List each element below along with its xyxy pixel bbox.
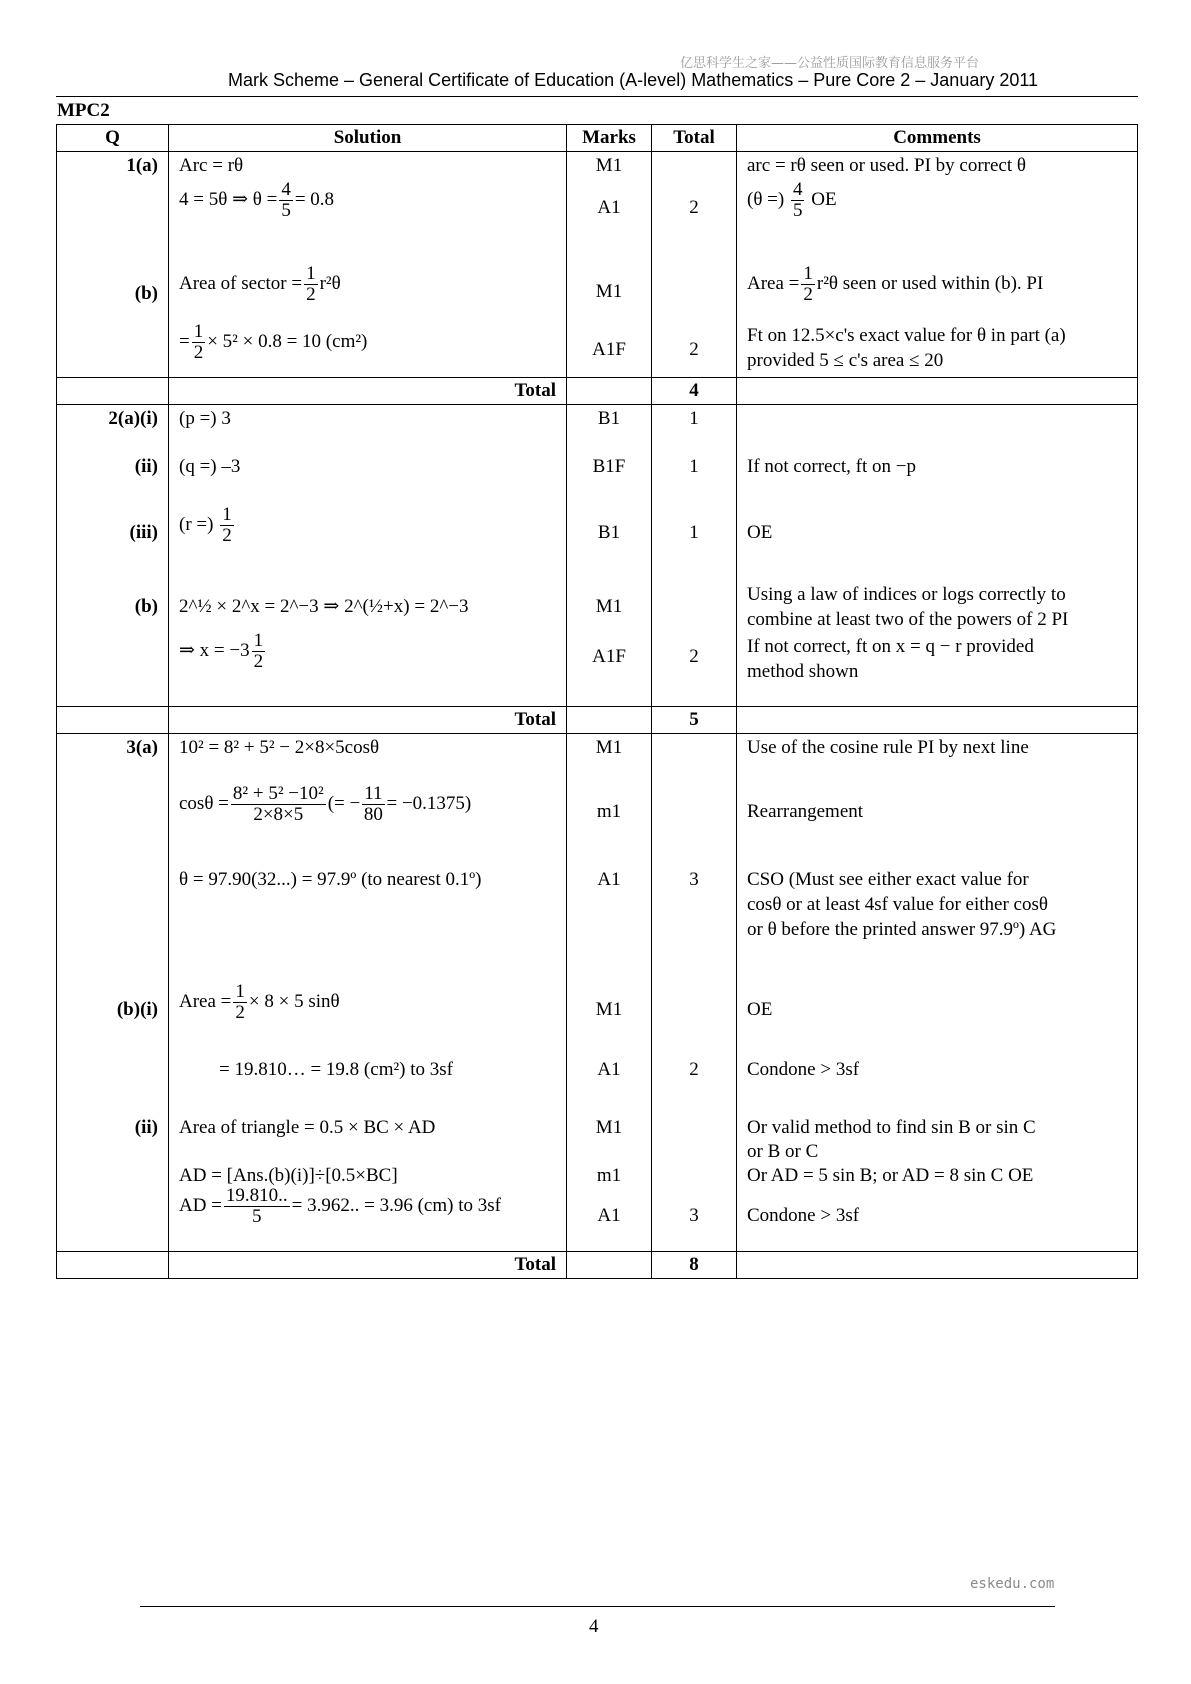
mark: B1	[597, 522, 621, 543]
solution-line: AD = $\frac{19.810..}{5}$ = 3.962.. = 3.96 (cm) to 3sf	[179, 1185, 501, 1227]
solution-line: (r =) $\frac{1}{2}$	[179, 504, 232, 546]
comment: or θ before the printed answer 97.9º) AG	[747, 919, 1057, 940]
mark: A1	[597, 1205, 621, 1226]
col-header-marks: Marks	[567, 125, 652, 152]
solution-line: cosθ = $\frac{\text{8² + 5² −10²}}{2\times 8\times 5}$ (= − $\frac{11}{80}$ = −0.1375)	[179, 783, 472, 825]
solution-line: Area = $\frac{1}{2}$ × 8 × 5 sinθ	[179, 981, 340, 1023]
q3-comments-cell	[737, 734, 1138, 1252]
comment: arc = rθ seen or used. PI by correct θ	[747, 155, 1026, 176]
q-label: (b)	[134, 596, 158, 617]
q-label: (iii)	[129, 522, 158, 543]
solution-line: 10² = 8² + 5² − 2×8×5cosθ	[179, 737, 380, 758]
total-value: 8	[652, 1252, 737, 1279]
q2-q-cell	[57, 405, 169, 707]
q-label: 3(a)	[126, 737, 158, 758]
comment: or B or C	[747, 1141, 819, 1162]
total-label: Total	[169, 1252, 567, 1279]
table-header-row	[57, 125, 1138, 152]
footer-rule	[140, 1606, 1055, 1607]
mark: A1	[597, 197, 621, 218]
q-label: (b)	[134, 283, 158, 304]
watermark-bottom: eskedu.com	[970, 1576, 1055, 1592]
header-rule	[56, 96, 1138, 97]
comment: cosθ or at least 4sf value for either cosθ	[747, 894, 1048, 915]
q3-marks-cell	[567, 734, 652, 1252]
part-total: 1	[689, 522, 699, 543]
comment: OE	[747, 999, 773, 1020]
total-row	[57, 707, 1138, 734]
comment: Condone > 3sf	[747, 1205, 860, 1226]
total-row	[57, 378, 1138, 405]
comment: If not correct, ft on −p	[747, 456, 916, 477]
comment: combine at least two of the powers of 2 PI	[747, 609, 1069, 630]
part-total: 3	[689, 869, 699, 890]
mark: M1	[595, 737, 623, 758]
q-label: (b)(i)	[116, 999, 158, 1020]
table-row	[57, 405, 1138, 707]
mark: A1	[597, 869, 621, 890]
q1-q-cell	[57, 152, 169, 378]
col-header-total: Total	[652, 125, 737, 152]
mark: B1	[597, 408, 621, 429]
q-label: 2(a)(i)	[108, 408, 158, 429]
mark: M1	[595, 1117, 623, 1138]
part-total: 2	[689, 339, 699, 360]
total-value: 4	[652, 378, 737, 405]
q3-solution-cell	[169, 734, 567, 1252]
solution-line: 2^½ × 2^x = 2^−3 ⇒ 2^(½+x) = 2^−3	[179, 596, 469, 617]
q3-total-cell	[652, 734, 737, 1252]
comment: Use of the cosine rule PI by next line	[747, 737, 1029, 758]
watermark-top: 亿思科学生之家——公益性质国际教育信息服务平台	[680, 56, 980, 71]
q1-marks-cell	[567, 152, 652, 378]
col-header-comments: Comments	[737, 125, 1138, 152]
mark: M1	[595, 999, 623, 1020]
page-number: 4	[589, 1616, 599, 1637]
part-total: 2	[689, 197, 699, 218]
q2-marks-cell	[567, 405, 652, 707]
q-label: (ii)	[134, 456, 158, 477]
comment: provided 5 ≤ c's area ≤ 20	[747, 350, 944, 371]
col-header-solution: Solution	[169, 125, 567, 152]
comment: Ft on 12.5×c's exact value for θ in part (a)	[747, 325, 1066, 346]
part-total: 3	[689, 1205, 699, 1226]
paper-code: MPC2	[57, 100, 110, 121]
comment: Condone > 3sf	[747, 1059, 860, 1080]
solution-line: = $\frac{1}{2}$ × 5² × 0.8 = 10 (cm²)	[179, 321, 368, 363]
mark: B1F	[592, 456, 626, 477]
solution-line: 4 = 5θ ⇒ θ = $\frac{4}{5}$ = 0.8	[179, 179, 335, 221]
part-total: 1	[689, 456, 699, 477]
q2-comments-cell	[737, 405, 1138, 707]
solution-line: Arc = rθ	[179, 155, 244, 176]
mark: M1	[595, 596, 623, 617]
total-value: 5	[652, 707, 737, 734]
comment: CSO (Must see either exact value for	[747, 869, 1029, 890]
mark: m1	[596, 801, 622, 822]
mark: A1	[597, 1059, 621, 1080]
mark: m1	[596, 1165, 622, 1186]
solution-line: (q =) –3	[179, 456, 241, 477]
table-row	[57, 152, 1138, 378]
solution-line: (p =) 3	[179, 408, 231, 429]
comment: Rearrangement	[747, 801, 864, 822]
part-total: 2	[689, 646, 699, 667]
comment: method shown	[747, 661, 859, 682]
solution-line: AD = [Ans.(b)(i)]÷[0.5×BC]	[179, 1165, 398, 1186]
mark: A1F	[592, 646, 626, 667]
mark: M1	[595, 155, 623, 176]
comment: OE	[747, 522, 773, 543]
part-total: 2	[689, 1059, 699, 1080]
solution-line: Area of triangle = 0.5 × BC × AD	[179, 1117, 436, 1138]
solution-line: θ = 97.90(32...) = 97.9º (to nearest 0.1º)	[179, 869, 482, 890]
q-label: 1(a)	[126, 155, 158, 176]
q1-total-cell	[652, 152, 737, 378]
comment: If not correct, ft on x = q − r provided	[747, 636, 1034, 657]
q1-solution-cell	[169, 152, 567, 378]
q2-total-cell	[652, 405, 737, 707]
page-header: Mark Scheme – General Certificate of Education (A-level) Mathematics – Pure Core 2 – January 2011	[228, 70, 1039, 90]
mark: A1F	[592, 339, 626, 360]
total-row	[57, 1252, 1138, 1279]
total-label: Total	[169, 378, 567, 405]
comment: Area = $\frac{1}{2}$ r²θ seen or used within (b). PI	[747, 263, 1044, 305]
comment: Or AD = 5 sin B; or AD = 8 sin C OE	[747, 1165, 1034, 1186]
comment: Using a law of indices or logs correctly to	[747, 584, 1066, 605]
solution-line: = 19.810… = 19.8 (cm²) to 3sf	[219, 1059, 453, 1080]
q3-q-cell	[57, 734, 169, 1252]
comment: (θ =) $\frac{4}{5}$ OE	[747, 179, 837, 221]
table-row	[57, 734, 1138, 1252]
mark-scheme-table	[56, 124, 1138, 1279]
q-label: (ii)	[134, 1117, 158, 1138]
q2-solution-cell	[169, 405, 567, 707]
q1-comments-cell	[737, 152, 1138, 378]
comment: Or valid method to find sin B or sin C	[747, 1117, 1036, 1138]
mark: M1	[595, 281, 623, 302]
part-total: 1	[689, 408, 699, 429]
col-header-q: Q	[57, 125, 169, 152]
solution-line: ⇒ x = −3 $\frac{1}{2}$	[179, 630, 264, 672]
solution-line: Area of sector = $\frac{1}{2}$ r²θ	[179, 263, 341, 305]
total-label: Total	[169, 707, 567, 734]
